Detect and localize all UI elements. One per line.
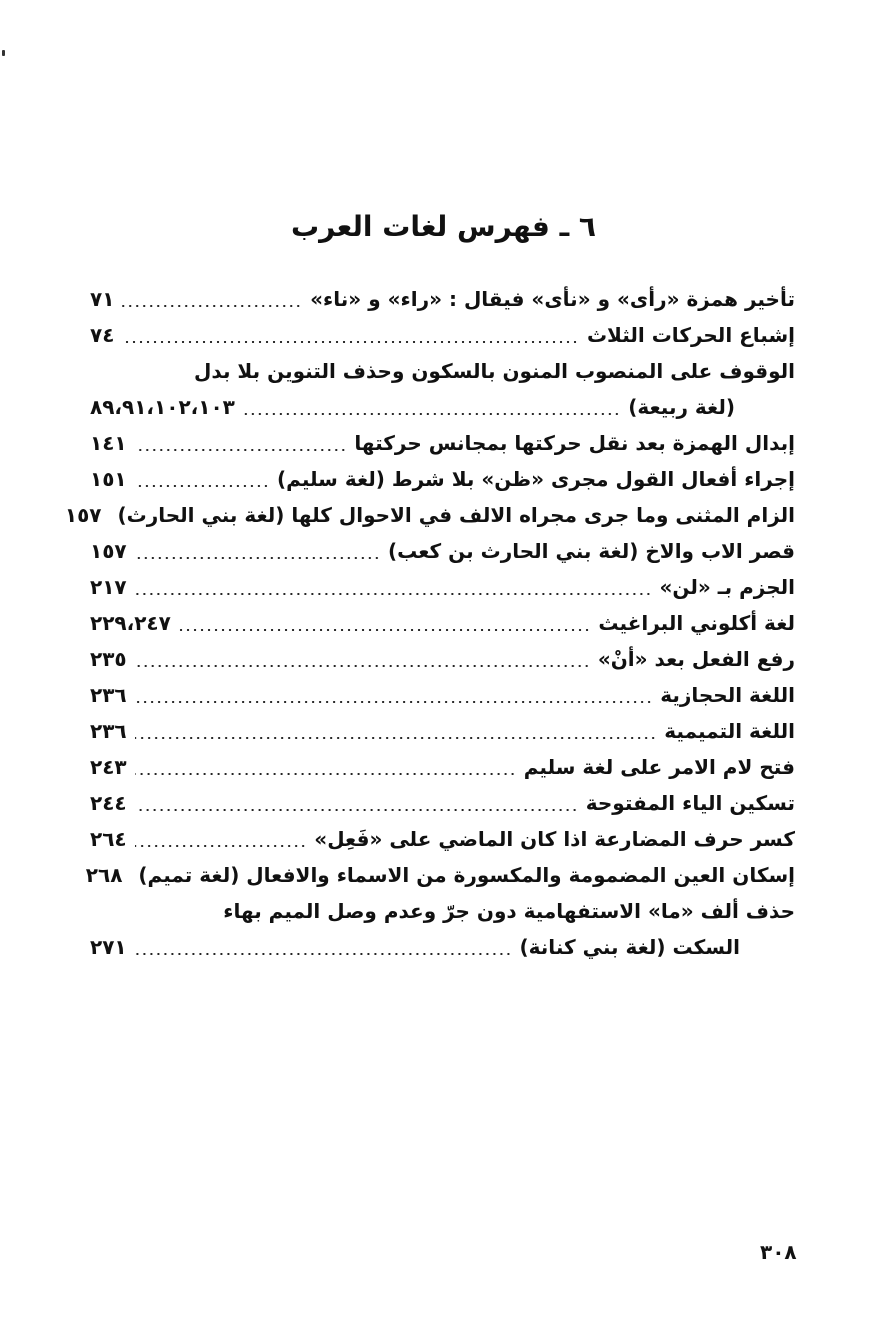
list-item <box>90 677 795 713</box>
entry-text: إجراء أفعال القول مجرى «ظن» بلا شرط (لغة سليم) <box>277 467 795 491</box>
list-item <box>85 857 795 893</box>
entry-text: إشباع الحركات الثلاث <box>586 323 795 347</box>
list-item <box>90 749 795 785</box>
entry-page: ١٥٧ <box>90 539 127 563</box>
leader-dots <box>135 593 652 595</box>
entry-page: ٢١٧ <box>90 575 127 599</box>
list-item <box>90 893 795 929</box>
entry-page: ٧٤ <box>90 323 115 347</box>
entry-text: الزام المثنى وما جرى مجراه الالف في الاحوال كلها (لغة بني الحارث) <box>117 503 795 527</box>
entry-page: ٢٣٦ <box>90 719 127 743</box>
entry-text: تسكين الياء المفتوحة <box>585 791 795 815</box>
list-item <box>90 641 795 677</box>
list-item <box>90 425 795 461</box>
scan-speck <box>2 50 5 56</box>
leader-dots <box>135 809 578 811</box>
entry-page: ١٥١ <box>90 467 127 491</box>
entry-text: حذف ألف «ما» الاستفهامية دون جرّ وعدم وصل الميم بهاء <box>223 899 795 923</box>
leader-dots <box>135 449 347 451</box>
entry-page: ٧١ <box>90 287 115 311</box>
list-item <box>90 533 795 569</box>
leader-dots <box>135 737 657 739</box>
entry-text: السكت (لغة بني كنانة) <box>519 935 740 959</box>
entry-page: ١٥٧ <box>64 503 102 527</box>
list-item <box>64 497 795 533</box>
entry-text: اللغة الحجازية <box>660 683 795 707</box>
entry-page: ٢٦٨ <box>85 863 123 887</box>
entry-text: رفع الفعل بعد «أنْ» <box>597 647 795 671</box>
list-item <box>90 317 795 353</box>
entry-page: ٢٣٦ <box>90 683 127 707</box>
leader-dots <box>135 485 269 487</box>
list-item <box>90 929 795 965</box>
leader-dots <box>135 953 512 955</box>
entry-text: إسكان العين المضمومة والمكسورة من الاسماء والافعال (لغة تميم) <box>138 863 795 887</box>
leader-dots <box>243 413 620 415</box>
entry-page: ٢٣٥ <box>90 647 127 671</box>
entry-page: ٢٤٤ <box>90 791 127 815</box>
leader-dots <box>135 665 590 667</box>
entry-page: ٨٩،٩١،١٠٢،١٠٣ <box>90 395 235 419</box>
entry-page: ١٤١ <box>90 431 127 455</box>
leader-dots <box>179 629 591 631</box>
entry-text: الوقوف على المنصوب المنون بالسكون وحذف التنوين بلا بدل <box>194 359 795 383</box>
list-item <box>90 353 795 389</box>
leader-dots <box>122 341 579 343</box>
entry-text: إبدال الهمزة بعد نقل حركتها بمجانس حركتها <box>354 431 795 455</box>
entry-page: ٢٢٩،٢٤٧ <box>90 611 171 635</box>
page-title: ٦ ـ فهرس لغات العرب <box>291 210 596 243</box>
entry-text: كسر حرف المضارعة اذا كان الماضي على «فَعِل» <box>314 827 795 851</box>
leader-dots <box>135 701 653 703</box>
entry-text: فتح لام الامر على لغة سليم <box>523 755 795 779</box>
page-number: ٣٠٨ <box>760 1240 797 1264</box>
leader-dots <box>135 557 380 559</box>
entry-page: ٢٦٤ <box>90 827 127 851</box>
list-item <box>90 821 795 857</box>
entry-text: الجزم بـ «لن» <box>659 575 795 599</box>
list-item <box>90 461 795 497</box>
list-item <box>90 281 795 317</box>
index-list <box>64 281 795 965</box>
entry-text: قصر الاب والاخ (لغة بني الحارث بن كعب) <box>387 539 795 563</box>
list-item <box>90 713 795 749</box>
leader-dots <box>122 305 302 307</box>
entry-text: تأخير همزة «رأى» و «نأى» فيقال : «راء» و «ناء» <box>310 287 795 311</box>
entry-page: ٢٤٣ <box>90 755 127 779</box>
entry-text: اللغة التميمية <box>664 719 795 743</box>
leader-dots <box>135 845 307 847</box>
entry-page: ٢٧١ <box>90 935 127 959</box>
leader-dots <box>135 773 516 775</box>
list-item <box>90 605 795 641</box>
entry-text: (لغة ربيعة) <box>628 395 735 419</box>
entry-text: لغة أكلوني البراغيث <box>598 611 795 635</box>
list-item <box>90 389 795 425</box>
list-item <box>90 785 795 821</box>
list-item <box>90 569 795 605</box>
